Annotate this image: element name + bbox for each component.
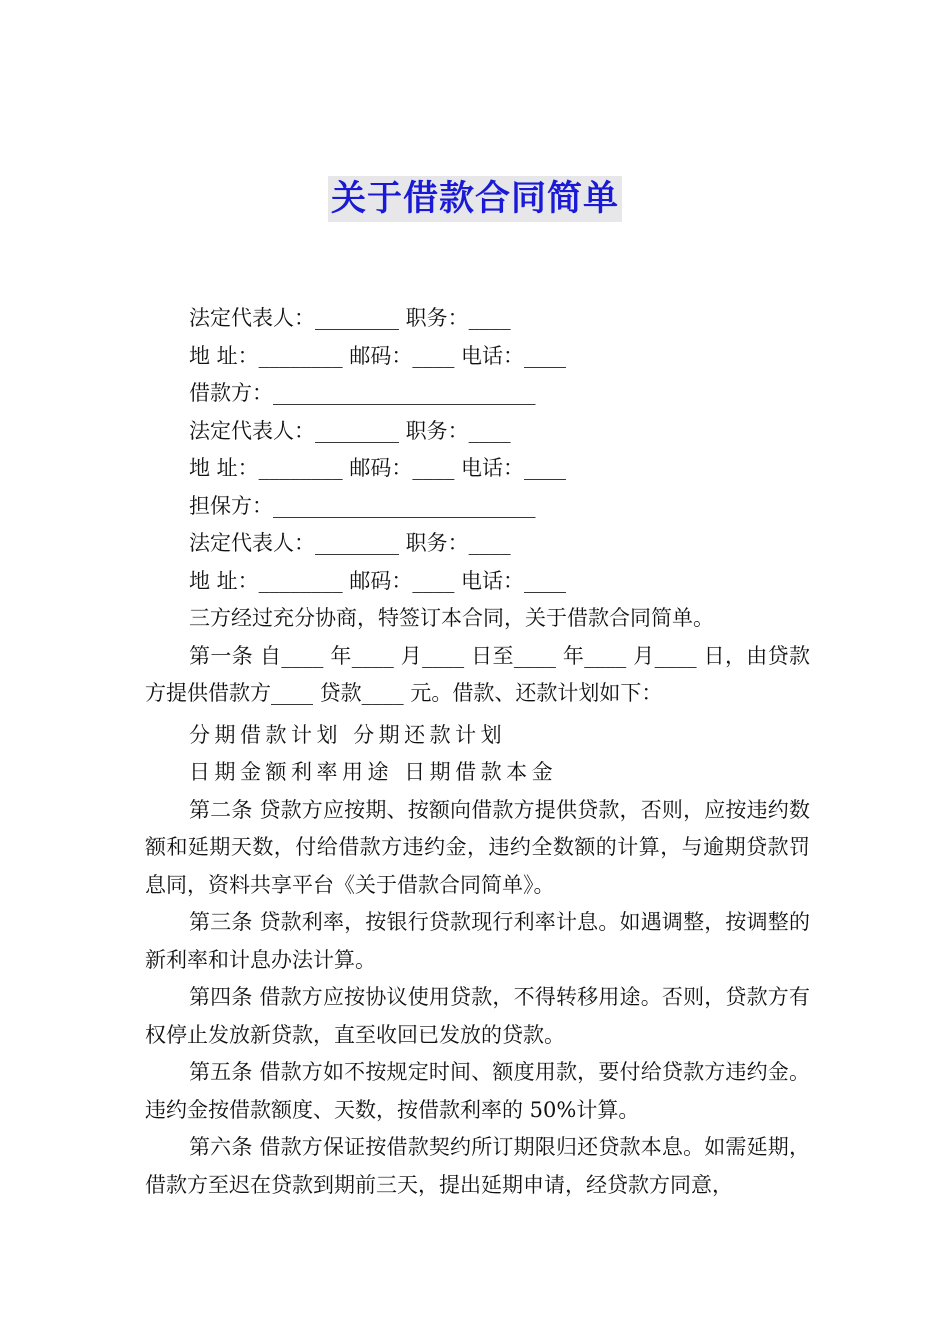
party-line: 地 址：________ 邮码：____ 电话：____	[189, 456, 567, 480]
party-line: 法定代表人：________ 职务：____	[189, 531, 511, 555]
party-line: 法定代表人：________ 职务：____	[189, 306, 511, 330]
document-title: 关于借款合同简单	[328, 176, 622, 222]
article-4: 第四条 借款方应按协议使用贷款，不得转移用途。否则，贷款方有权停止发放新贷款，直至收回已发放的贷款。	[145, 985, 810, 1047]
article-1: 第一条 自____ 年____ 月____ 日至____ 年____ 月____ 日，由贷款方提供借款方____ 贷款____ 元。借款、还款计划如下：	[145, 643, 810, 705]
party-line: 法定代表人：________ 职务：____	[189, 418, 511, 443]
party-line: 地 址：________ 邮码：____ 电话：____	[189, 343, 567, 368]
article-3: 第三条 贷款利率，按银行贷款现行利率计息。如遇调整，按调整的新利率和计息办法计算。	[145, 910, 810, 972]
article-5: 第五条 借款方如不按规定时间、额度用款，要付给贷款方违约金。违约金按借款额度、天数，按借款利率的 50%计算。	[145, 1060, 810, 1122]
party-line: 借款方：_________________________	[189, 381, 536, 405]
document-body	[145, 300, 810, 1204]
party-line: 地 址：________ 邮码：____ 电话：____	[189, 568, 567, 593]
schedule-header-row1: 分期借款计划 分期还款计划	[189, 722, 507, 747]
schedule-header-row2: 日期金额利率用途 日期借款本金	[189, 760, 558, 784]
party-line: 担保方：_________________________	[189, 493, 536, 518]
intro-line: 三方经过充分协商，特签订本合同，关于借款合同简单。	[189, 606, 714, 630]
article-6: 第六条 借款方保证按借款契约所订期限归还贷款本息。如需延期，借款方至迟在贷款到期前三天，提出延期申请，经贷款方同意，	[145, 1135, 810, 1197]
article-2: 第二条 贷款方应按期、按额向借款方提供贷款，否则，应按违约数额和延期天数，付给借款方违约金，违约全数额的计算，与逾期贷款罚息同，资料共享平台《关于借款合同简单》。	[145, 797, 810, 897]
title-container	[0, 176, 950, 222]
